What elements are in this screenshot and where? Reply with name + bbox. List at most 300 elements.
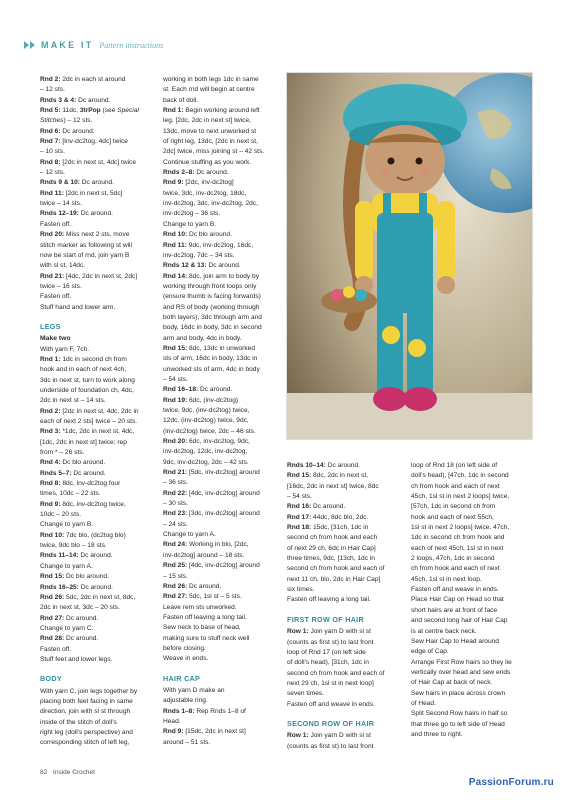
line-text: around – 51 sts. <box>163 738 211 746</box>
section-title: MAKE IT <box>41 40 94 50</box>
line-text: 1sl st in next 2 loops] twice, 47ch, <box>411 524 510 532</box>
round-label: Rnd 15: <box>163 344 188 352</box>
line-text: 1dc in second ch from <box>60 355 127 363</box>
line-text: 13dc, move to next unworked st <box>163 127 257 135</box>
crochet-doll-image <box>287 73 533 440</box>
line-text: next 11 ch, blo, 2dc in Hair Cap] <box>287 575 381 583</box>
round-label: Rnd 9: <box>40 500 61 508</box>
line-text: times, 10dc – 22 sts. <box>40 490 101 498</box>
pattern-line <box>40 583 152 593</box>
round-label: Rnds 16–25: <box>40 583 79 591</box>
line-text: underside of foundation ch, 4dc, <box>40 386 134 394</box>
pattern-line <box>163 613 280 623</box>
line-text: and second long hair of Hair Cap <box>411 617 508 625</box>
pattern-line <box>287 689 409 699</box>
line-text: 6dc, (inv-dc2tog) <box>187 396 239 404</box>
pattern-line <box>163 85 280 95</box>
line-text: Dc around. <box>78 552 113 560</box>
line-text: Fasten off leaving a long tail. <box>287 596 371 604</box>
line-text: doll's head), [47ch, 1dc in second <box>411 472 509 480</box>
pattern-line <box>40 469 152 479</box>
line-text: edge of Cap. <box>411 648 449 656</box>
line-text: seven times. <box>287 690 325 698</box>
pattern-line <box>163 592 280 602</box>
pattern-line <box>40 158 152 168</box>
pattern-line <box>163 75 280 85</box>
pattern-line <box>163 127 280 137</box>
pattern-line <box>163 530 280 540</box>
line-text: inside of the stitch of doll's <box>40 718 117 726</box>
line-text: 44dc, 8dc blo, 2dc. <box>311 513 369 521</box>
line-text: (see <box>100 107 118 115</box>
pattern-line <box>163 313 280 323</box>
pattern-line <box>40 572 152 582</box>
line-text: Sew Hair Cap to Head around <box>411 637 499 645</box>
round-label: Rnd 14: <box>163 272 188 280</box>
section-heading: BODY <box>40 674 62 684</box>
line-text: [4dc, 2dc in next st, 2dc] <box>64 272 138 280</box>
pattern-line <box>163 303 280 313</box>
line-text: 10dc – 20 sts. <box>40 511 82 519</box>
round-label: Rnd 28: <box>40 635 65 643</box>
pattern-line <box>40 520 152 530</box>
round-label: Rnd 20: <box>40 231 65 239</box>
pattern-line <box>163 634 280 644</box>
pattern-line <box>40 427 152 437</box>
pattern-line <box>40 376 152 386</box>
pattern-line <box>40 562 152 572</box>
line-text: hook and each of next 55ch, <box>411 513 494 521</box>
text-column-1 <box>40 75 152 749</box>
pattern-line <box>163 189 280 199</box>
line-text: 2 loops, 47ch, 1dc in second <box>411 555 495 563</box>
pattern-line <box>40 479 152 489</box>
pattern-line <box>411 544 533 554</box>
line-text: leg, [2dc, 2dc in next st] twice, <box>163 117 251 125</box>
pattern-line <box>40 728 152 738</box>
pattern-line <box>163 468 280 478</box>
pattern-line <box>163 96 280 106</box>
line-text: 45ch, 1sl st in next loop. <box>411 575 482 583</box>
line-text: – 36 sts. <box>163 479 188 487</box>
pattern-line <box>40 147 152 157</box>
line-text: Head. <box>163 717 181 725</box>
pattern-line <box>40 386 152 396</box>
line-text: 9dc, inv-dc2tog, 2dc – 42 sts. <box>163 458 249 466</box>
pattern-line <box>163 489 280 499</box>
section-subtitle: Pattern instructions <box>99 40 164 50</box>
pattern-line <box>40 500 152 510</box>
pattern-line <box>163 230 280 240</box>
round-label: Rnd 26: <box>163 582 188 590</box>
pattern-line <box>287 648 409 658</box>
line-text: 2dc in next st – 14 sts. <box>40 397 106 405</box>
pattern-line <box>163 396 280 406</box>
double-arrow-icon <box>24 41 35 49</box>
pattern-line <box>40 655 152 665</box>
line-text: inv-dc2tog, 3dc, inv-dc2tog, 2dc, <box>163 200 258 208</box>
pattern-line <box>163 292 280 302</box>
pattern-line <box>40 355 152 365</box>
line-text: Dc blo around. <box>64 573 109 581</box>
line-text: inv-dc2tog, 12dc, inv-dc2tog, <box>163 448 248 456</box>
line-text: six times. <box>287 586 315 594</box>
pattern-line <box>163 644 280 654</box>
round-label: Rnd 4: <box>40 459 61 467</box>
line-text: Fasten off and weave in ends. <box>411 586 499 594</box>
line-text: Place Hair Cap on Head so that <box>411 596 504 604</box>
round-label: Rnd 11: <box>163 241 187 249</box>
pattern-line <box>40 261 152 271</box>
pattern-line <box>163 654 280 664</box>
pattern-line <box>163 572 280 582</box>
line-text: Weave in ends. <box>163 655 209 663</box>
pattern-line <box>163 406 280 416</box>
pattern-line <box>287 533 409 543</box>
line-text: – 10 sts. <box>40 148 65 156</box>
line-text: With yarn D make an <box>163 686 225 694</box>
pattern-line <box>163 447 280 457</box>
pattern-line <box>163 437 280 447</box>
line-text: inv-dc2tog] around – 18 sts. <box>163 551 245 559</box>
line-text: *1dc, 2dc in next st, 4dc, <box>60 428 135 436</box>
line-text: [2dc, inv-dc2tog] <box>183 179 234 187</box>
line-text: [2dc in next st, 5dc] <box>63 189 123 197</box>
pattern-line <box>163 209 280 219</box>
pattern-line <box>40 707 152 717</box>
pattern-line <box>163 707 280 717</box>
line-text: – 24 sts. <box>163 520 188 528</box>
pattern-line <box>163 551 280 561</box>
round-label: Rnds 9 & 10: <box>40 179 80 187</box>
line-text: arm and body, 4dc in body. <box>163 334 242 342</box>
line-text: back of doll. <box>163 96 199 104</box>
round-label: Rnd 21: <box>40 272 65 280</box>
pattern-line <box>411 575 533 585</box>
pattern-line <box>411 606 533 616</box>
line-text: second ch from hook and each of <box>287 669 385 677</box>
round-label: Rnds 2–8: <box>163 169 195 177</box>
line-text: – 30 sts. <box>163 500 188 508</box>
pattern-line <box>287 638 409 648</box>
line-text: – 15 sts. <box>163 572 188 580</box>
pattern-line <box>40 303 152 313</box>
line-text: working through front loops only <box>163 282 257 290</box>
pattern-line <box>40 531 152 541</box>
subheading: Make two <box>40 335 71 343</box>
round-label: Rnd 9: <box>163 179 184 187</box>
round-label: Rnd 16–18: <box>163 386 199 394</box>
line-text: Dc around. <box>206 262 241 270</box>
pattern-line <box>163 344 280 354</box>
line-text: Working in blo, [2dc, <box>187 541 249 549</box>
round-label: Rnds 5–7: <box>40 469 72 477</box>
pattern-line <box>40 241 152 251</box>
line-text: placing both feet facing in same <box>40 697 133 705</box>
line-text: now be start of rnd, join yarn B <box>40 251 130 259</box>
line-text: vertically over head and sew ends <box>411 668 511 676</box>
line-text: [Inv-dc2tog, 4dc] twice <box>60 138 128 146</box>
pattern-line <box>287 544 409 554</box>
line-text: Dc around. <box>325 462 360 469</box>
pattern-line <box>411 658 533 668</box>
pattern-line <box>40 603 152 613</box>
pattern-line <box>40 417 152 427</box>
line-text: ) – 12 sts. <box>63 117 93 125</box>
pattern-line <box>40 407 152 417</box>
pattern-line <box>163 334 280 344</box>
pattern-line <box>411 595 533 605</box>
text-column-2 <box>163 75 280 748</box>
round-label: Rnds 12 & 13: <box>163 262 207 270</box>
pattern-line <box>40 489 152 499</box>
line-text: 5dc, 2dc in next st, 8dc, <box>64 593 136 601</box>
line-text: Fasten off. <box>40 645 72 653</box>
line-text: twice, 9dc blo – 18 sts. <box>40 542 107 550</box>
round-label: Rnd 25: <box>163 562 188 570</box>
line-text: Dc around. <box>71 469 106 477</box>
pattern-line <box>411 720 533 730</box>
pattern-line <box>411 523 533 533</box>
line-text: Stuff hand and lower arm. <box>40 303 116 311</box>
line-text: of next 29 ch, 6dc in Hair Cap] <box>287 544 376 552</box>
pattern-line <box>40 541 152 551</box>
line-text: unworked sts of arm, 4dc in body <box>163 365 260 373</box>
line-text: Change to yarn C. <box>40 624 94 632</box>
round-label: Rnds 12–19: <box>40 210 79 218</box>
line-text: [3dc, inv-dc2tog] around <box>187 510 260 518</box>
line-text: Begin working around left <box>183 107 260 115</box>
line-text: [15dc, 2dc in next st] <box>183 728 246 736</box>
line-text: [16dc, 2dc in next st] twice, 8dc <box>287 482 379 490</box>
line-text: inv-dc2tog – 36 sts. <box>163 210 221 218</box>
line-text: three times, 9dc, [13ch, 1dc in <box>287 555 375 563</box>
round-label: Rnd 9: <box>163 728 184 736</box>
pattern-line <box>40 137 152 147</box>
line-text: of Hair Cap at back of neck. <box>411 679 493 687</box>
pattern-line <box>411 513 533 523</box>
round-label: 3trPop <box>79 107 101 115</box>
pattern-line <box>163 220 280 230</box>
line-text: Sew hairs in place across crown <box>411 689 506 697</box>
pattern-line <box>163 272 280 282</box>
pattern-line <box>411 616 533 626</box>
pattern-line <box>40 365 152 375</box>
line-text: Fasten off. <box>40 220 72 228</box>
pattern-line <box>40 448 152 458</box>
pattern-line <box>40 85 152 95</box>
line-text: Dc around. <box>64 614 99 622</box>
pattern-line <box>411 699 533 709</box>
line-text: loop of Rnd 17 (on left side <box>287 648 366 656</box>
line-text: that three go to left side of Head <box>411 720 505 728</box>
pattern-line <box>40 178 152 188</box>
pattern-line <box>40 127 152 137</box>
line-text: Dc around. <box>187 582 222 590</box>
pattern-line <box>40 614 152 624</box>
pattern-line <box>287 658 409 668</box>
round-label: Rnd 8: <box>40 158 61 166</box>
line-text: Continue stuffing as you work. <box>163 158 252 166</box>
pattern-line <box>411 627 533 637</box>
line-text: each of next 45ch, 1sl st in next <box>411 544 504 552</box>
pattern-line <box>40 510 152 520</box>
pattern-line <box>163 623 280 633</box>
pattern-line <box>411 492 533 502</box>
line-text: [5dc, inv-dc2tog] around <box>187 469 260 477</box>
pattern-line <box>163 520 280 530</box>
line-text: next 29 ch, 1sl st in next loop] <box>287 679 374 687</box>
pattern-line <box>163 241 280 251</box>
line-text: Change to yarn A. <box>163 531 216 539</box>
pattern-line <box>40 251 152 261</box>
round-label: Rnd 5: <box>40 107 61 115</box>
pattern-line <box>163 251 280 261</box>
round-label: Rnd 26: <box>40 593 65 601</box>
line-text: Dc around. <box>311 503 346 511</box>
pattern-line <box>287 554 409 564</box>
pattern-line <box>40 96 152 106</box>
pattern-line <box>163 727 280 737</box>
line-text: Dc around. <box>76 96 111 104</box>
line-text: twice – 14 sts. <box>40 200 82 208</box>
line-text: 9dc, inv-dc2tog, 16dc, <box>186 241 254 249</box>
pattern-line <box>163 478 280 488</box>
round-label: Rnd 19: <box>163 396 188 404</box>
pattern-line <box>40 292 152 302</box>
section-heading: SECOND ROW OF HAIR <box>287 718 375 728</box>
line-text: Dc around. <box>64 635 99 643</box>
pattern-line <box>411 637 533 647</box>
line-text: Change to yarn B. <box>163 220 217 228</box>
line-text: sts of arm, 16dc in body, 13dc in <box>163 355 258 363</box>
pattern-line <box>287 595 409 605</box>
pattern-line <box>287 502 409 512</box>
line-text: 8dc, inv-dc2tog twice, <box>60 500 126 508</box>
pattern-line <box>287 627 409 637</box>
line-text: before closing. <box>163 644 206 652</box>
pattern-line <box>163 416 280 426</box>
pattern-line <box>287 669 409 679</box>
line-text: twice, 3dc, inv-dc2tog, 18dc, <box>163 189 247 197</box>
pattern-line <box>40 738 152 748</box>
pattern-line <box>163 385 280 395</box>
line-text: 15dc, [31ch, 1dc in <box>311 524 369 532</box>
page-footer <box>40 769 95 776</box>
line-text: direction, join with sl st through <box>40 708 131 716</box>
line-text: Rep Rnds 1–8 of <box>194 707 246 715</box>
line-text: [1dc, 2dc in next st] twice; rep <box>40 438 127 446</box>
pattern-line <box>287 492 409 502</box>
line-text: [2dc in next st, 4dc] twice <box>60 158 137 166</box>
round-label: Rnd 16: <box>287 503 312 511</box>
round-label: Rnd 2: <box>40 76 61 83</box>
line-text: Join yarn D with sl st <box>308 628 371 636</box>
line-text: Change to yarn A. <box>40 562 93 570</box>
line-text: ch from hook and each of next <box>411 482 500 490</box>
line-text: each of next 2 sts] twice – 20 sts. <box>40 418 138 425</box>
line-text: [4dc, inv-dc2tog] around <box>187 489 260 497</box>
pattern-line <box>40 116 152 126</box>
pattern-line <box>40 282 152 292</box>
line-text: both layers), 3dc through arm and <box>163 313 262 321</box>
pattern-line <box>163 168 280 178</box>
text-column-3 <box>287 461 409 752</box>
line-text: 8dc, join arm to body by <box>187 272 260 280</box>
pattern-line <box>40 687 152 697</box>
pattern-line <box>411 502 533 512</box>
pattern-line <box>163 178 280 188</box>
pattern-line <box>40 106 152 116</box>
round-label: Rnd 24: <box>163 541 188 549</box>
line-text: working in both legs 1dc in same <box>163 76 259 83</box>
text-column-4 <box>411 461 533 740</box>
pattern-line <box>40 396 152 406</box>
pattern-line <box>411 585 533 595</box>
round-label: Rnd 8: <box>40 480 61 488</box>
pattern-line <box>411 668 533 678</box>
pattern-line <box>287 482 409 492</box>
pattern-line <box>287 742 409 752</box>
round-label: Rnds 10–14: <box>287 462 326 469</box>
page-number: 82 <box>40 769 48 776</box>
round-label: Rnd 27: <box>40 614 65 622</box>
pattern-line <box>287 585 409 595</box>
round-label: Rnd 15: <box>40 573 65 581</box>
line-text: 8dc, 2dc in next st, <box>311 472 368 480</box>
section-heading: HAIR CAP <box>163 673 201 683</box>
pattern-line <box>287 564 409 574</box>
pattern-line <box>40 458 152 468</box>
section-heading: LEGS <box>40 321 61 331</box>
line-text: Leave rem sts unworked. <box>163 603 237 611</box>
line-text: 5dc, 1sl st – 5 sts. <box>187 593 242 601</box>
pattern-line <box>287 700 409 710</box>
line-text: body, 16dc in body, 3dc in second <box>163 324 262 332</box>
round-label: Rnd 2: <box>40 407 61 415</box>
round-label: Rnd 10: <box>40 531 65 539</box>
line-text: hook and in each of next 4ch, <box>40 366 127 374</box>
publication-name: Inside Crochet <box>53 769 95 776</box>
pattern-line <box>163 137 280 147</box>
line-text: from * – 26 sts. <box>40 449 85 457</box>
line-text: second ch from hook and each of <box>287 565 385 573</box>
pattern-line <box>163 717 280 727</box>
round-label: Rnds 3 & 4: <box>40 96 77 104</box>
line-text: Fasten off. <box>40 293 72 301</box>
round-label: Rnd 27: <box>163 593 188 601</box>
line-text: Miss next 2 sts, move <box>64 231 130 239</box>
line-text: ch from hook and each of next <box>411 565 500 573</box>
pattern-line <box>40 345 152 355</box>
line-text: [2dc in next st, 4dc, 2dc in <box>60 407 139 415</box>
pattern-line <box>163 582 280 592</box>
pattern-line <box>163 458 280 468</box>
pattern-line <box>411 730 533 740</box>
line-text: Dc blo around. <box>60 459 106 467</box>
line-text: of right leg, 13dc, [2dc in next st, <box>163 138 258 146</box>
pattern-line <box>163 147 280 157</box>
round-label: Rnd 17: <box>287 513 312 521</box>
pattern-line <box>163 540 280 550</box>
pattern-line <box>163 323 280 333</box>
line-text: making sure to stuff neck well <box>163 634 250 642</box>
pattern-line <box>163 106 280 116</box>
line-text: Change to yarn B. <box>40 521 94 529</box>
line-text: second ch from hook and each <box>287 534 378 542</box>
round-label: Rnd 3: <box>40 428 61 436</box>
line-text: [57ch, 1dc in second ch from <box>411 503 496 511</box>
